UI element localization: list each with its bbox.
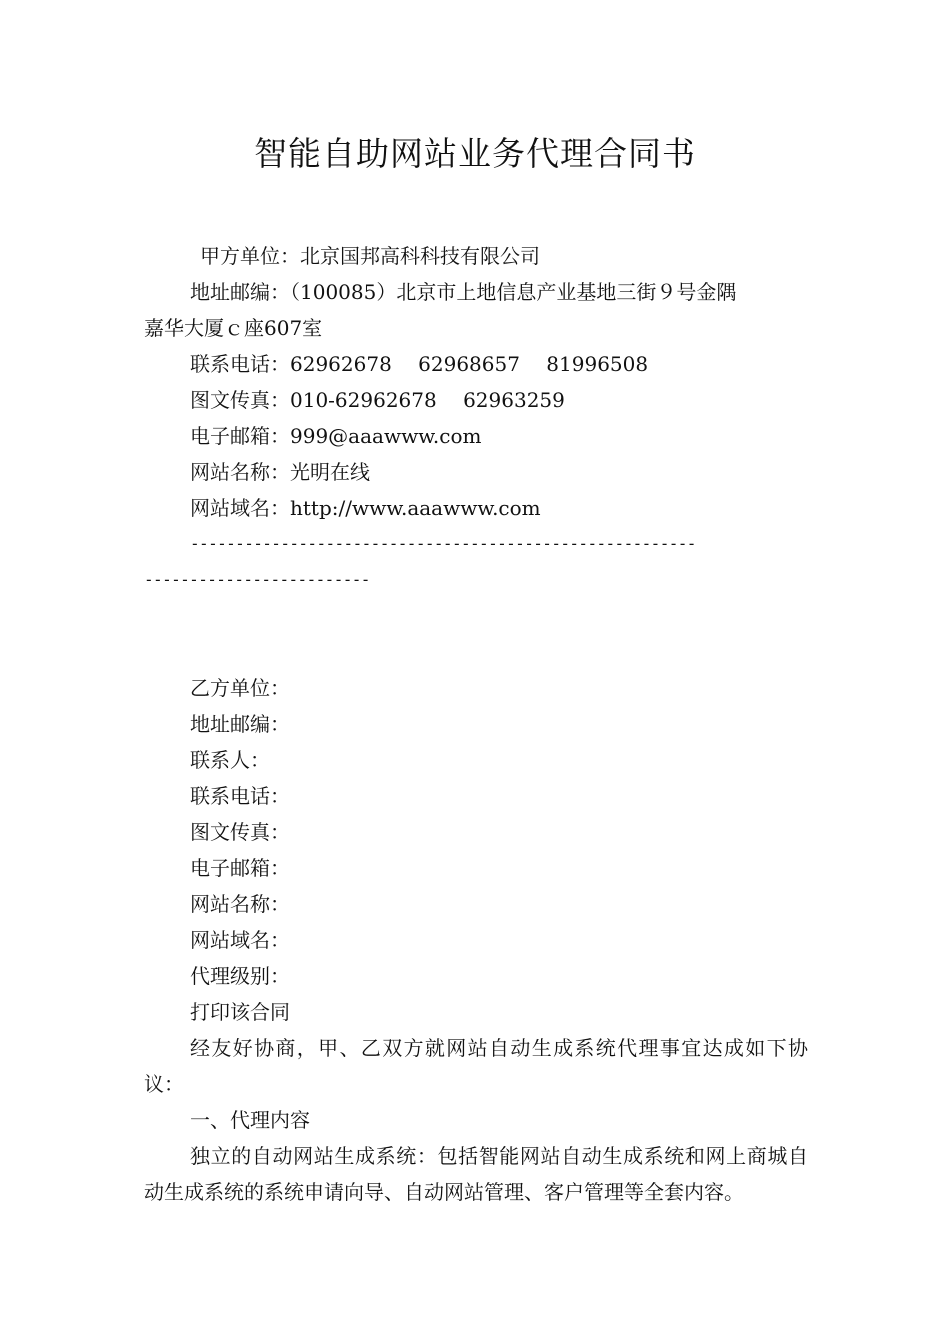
separator-line-2: ------------------------- xyxy=(144,570,370,589)
document-title: 智能自助网站业务代理合同书 xyxy=(254,134,696,173)
party-a-site-domain: 网站域名：http://www.aaawww.com xyxy=(190,496,541,520)
intro-paragraph: 经友好协商，甲、乙双方就网站自动生成系统代理事宜达成如下协议： xyxy=(144,1036,808,1096)
party-b-agent-level: 代理级别： xyxy=(190,964,290,988)
party-a-site-name: 网站名称：光明在线 xyxy=(190,460,370,484)
party-b-phone: 联系电话： xyxy=(190,784,290,808)
print-contract-link[interactable]: 打印该合同 xyxy=(190,1000,290,1024)
party-b-contact: 联系人： xyxy=(190,748,270,772)
party-b-fax: 图文传真： xyxy=(190,820,290,844)
party-a-address-line-2: 嘉华大厦ｃ座607室 xyxy=(144,316,323,340)
party-b-site-name: 网站名称： xyxy=(190,892,290,916)
document-body xyxy=(144,238,808,1210)
party-b-unit: 乙方单位： xyxy=(190,676,290,700)
party-b-site-domain: 网站域名： xyxy=(190,928,290,952)
party-a-address-line-1: 地址邮编：（100085）北京市上地信息产业基地三街９号金隅 xyxy=(190,280,737,304)
party-b-address: 地址邮编： xyxy=(190,712,290,736)
party-a-unit: 甲方单位：北京国邦高科科技有限公司 xyxy=(200,244,540,268)
party-a-phone: 联系电话：62962678 62968657 81996508 xyxy=(190,352,649,376)
party-a-email: 电子邮箱：999@aaawww.com xyxy=(190,424,482,448)
spacer xyxy=(144,598,808,670)
party-b-email: 电子邮箱： xyxy=(190,856,290,880)
separator-line-1: -------------------------------------------------------- xyxy=(190,534,696,553)
section-1-heading: 一、代理内容 xyxy=(190,1108,310,1132)
party-a-fax: 图文传真：010-62962678 62963259 xyxy=(190,388,565,412)
section-1-paragraph: 独立的自动网站生成系统：包括智能网站自动生成系统和网上商城自动生成系统的系统申请向导、自动网站管理、客户管理等全套内容。 xyxy=(144,1144,808,1204)
